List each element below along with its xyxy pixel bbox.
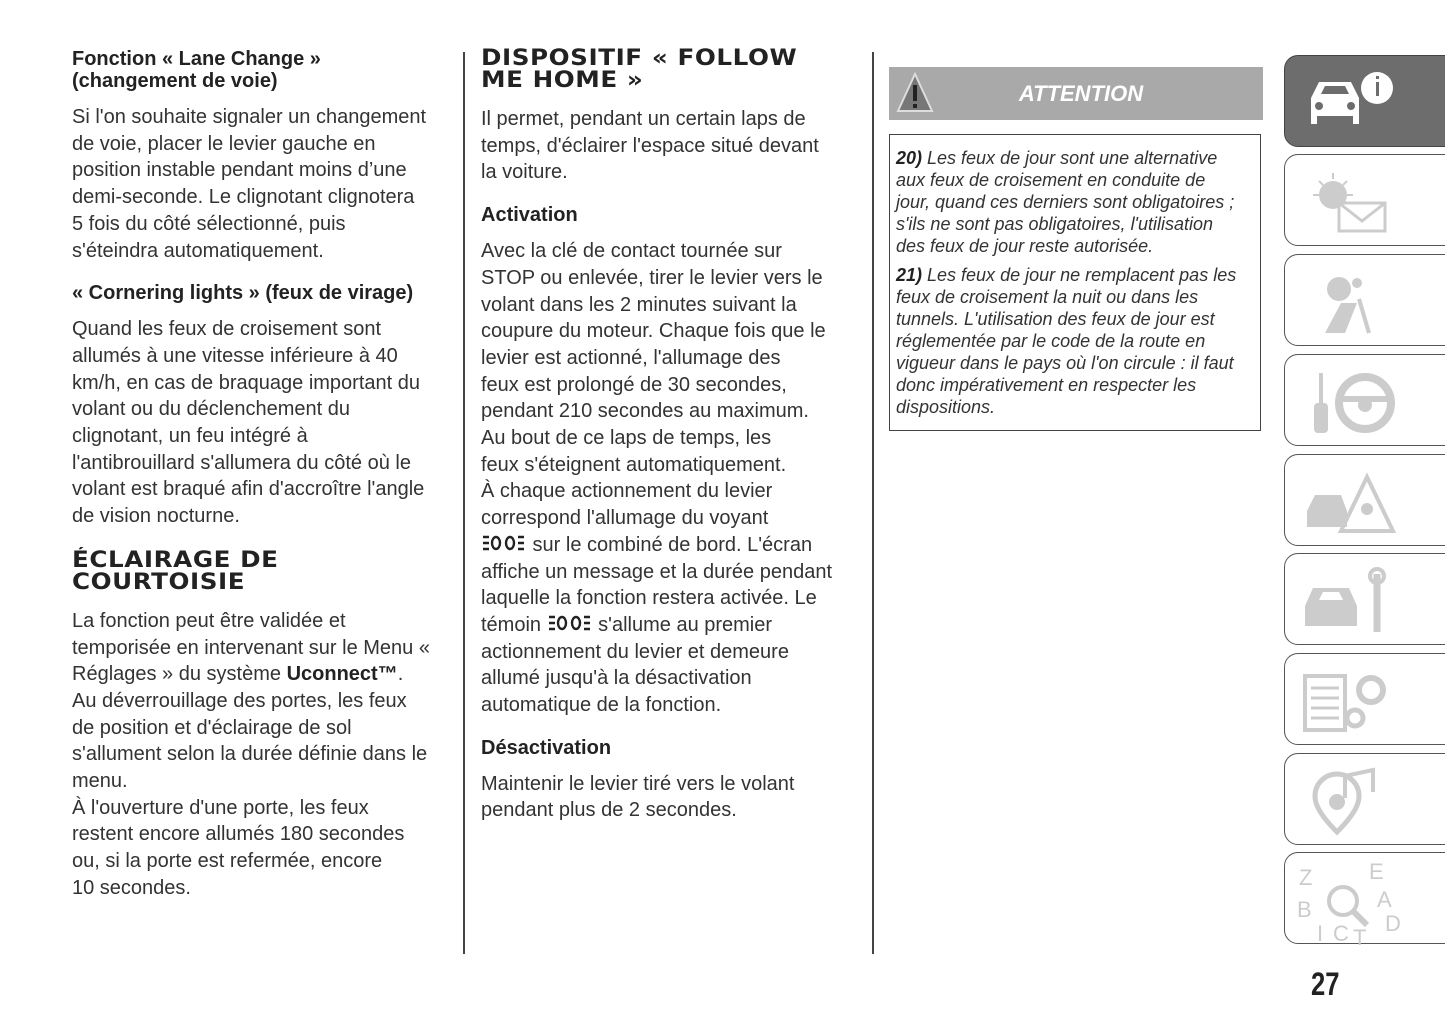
multimedia-icon	[1297, 762, 1397, 838]
heading-activation: Activation	[481, 204, 578, 227]
note-text: Les feux de jour sont une alternative aux feux de croisement en conduite de jour, quand ces derniers sont obligatoires ; s'ils ne sont pas obligatoires, l'utilisation des feux de jour reste autorisée.	[896, 148, 1235, 256]
text: La fonction peut être validée et temporisée en intervenant sur le Menu « Réglages » du système	[72, 609, 430, 686]
index-icon	[1297, 859, 1402, 950]
tab-multimedia[interactable]	[1284, 753, 1445, 845]
tab-car-info[interactable]	[1284, 55, 1445, 147]
text: Avec la clé de contact tournée sur STOP ou enlevée, tirer le levier vers le volant dans les 2 minutes suivant la coupure du moteur. Chaque fois que le levier est actionné, l'allumage des feux est prolongé de 30 secondes, pendant 210 secondes au maximum. Au bout de ce laps de temps, les feux s'éteignent automatiquement. À chaque actionnement du levier correspond l'allumage du voyant	[481, 240, 826, 530]
column-divider	[872, 52, 874, 954]
safety-airbag-icon	[1297, 263, 1397, 339]
tab-technical-data[interactable]	[1284, 653, 1445, 745]
heading-lane-change: Fonction « Lane Change » (changement de voie)	[72, 48, 321, 92]
note-21	[896, 264, 1252, 418]
tab-safety[interactable]	[1284, 254, 1445, 346]
tab-emergency[interactable]	[1284, 454, 1445, 546]
text: sur le combiné de bord. L'écran affiche un message et la durée pendant laquelle la fonction restera activée. Le témoin	[481, 533, 832, 636]
note-number: 20)	[896, 148, 923, 168]
heading-courtesy-lighting: ÉCLAIRAGE DE COURTOISIE	[72, 547, 279, 595]
heading-follow-me-home: DISPOSITIF « FOLLOW ME HOME »	[481, 46, 798, 93]
tab-lights-messages[interactable]	[1284, 154, 1445, 246]
left-column	[72, 48, 452, 915]
tab-starting-driving[interactable]	[1284, 354, 1445, 446]
attention-header	[889, 67, 1263, 120]
lights-message-icon	[1297, 163, 1397, 239]
brand-uconnect: Uconnect™	[286, 663, 398, 686]
paragraph-lane-change: Si l'on souhaite signaler un changement de voie, placer le levier gauche en position instable pendant moins d’une demi-seconde. Le clignotant clignotera 5 fois du côté sélectionné, puis s'éteindra automatiquement.	[72, 106, 427, 262]
attention-notes	[889, 134, 1261, 431]
heading-deactivation: Désactivation	[481, 736, 612, 759]
note-number: 21)	[896, 265, 923, 285]
car-info-icon	[1297, 64, 1397, 140]
middle-column	[481, 48, 856, 837]
note-20	[896, 147, 1252, 257]
key-steering-icon	[1297, 363, 1397, 439]
paragraph-cornering: Quand les feux de croisement sont allumés à une vitesse inférieure à 40 km/h, en cas de braquage important du volant ou du déclenchement du clignotant, un feu intégré à l'antibrouillard s'allumera du côté où le volant est braqué afin d'accroître l'angle de vision nocturne.	[72, 318, 425, 528]
daytime-light-indicator-icon	[481, 532, 527, 554]
attention-title: ATTENTION	[1018, 81, 1144, 106]
emergency-icon	[1297, 463, 1397, 539]
page-number: 27	[1311, 966, 1340, 1002]
paragraph-activation	[481, 238, 856, 719]
daytime-light-indicator-icon	[547, 612, 593, 634]
text: . Au déverrouillage des portes, les feux de position et d'éclairage de sol s'allument selon la durée définie dans le menu. À l'ouverture d'une porte, les feux restent encore allumés 180 secondes ou, si la porte est refermée, encore 10 secondes.	[72, 663, 428, 899]
column-divider	[463, 52, 465, 954]
maintenance-icon	[1297, 562, 1397, 638]
text: s'allume au premier actionnement du levier et demeure allumé jusqu'à la désactivation automatique de la fonction.	[481, 613, 789, 717]
technical-data-icon	[1297, 662, 1397, 738]
heading-cornering-lights: « Cornering lights » (feux de virage)	[72, 282, 414, 305]
tab-maintenance[interactable]	[1284, 553, 1445, 645]
note-text: Les feux de jour ne remplacent pas les feux de croisement la nuit ou dans les tunnels. L'utilisation des feux de jour est réglementée par le code de la route en vigueur dans le pays où l'on circule : il faut donc impérativement en respecter les dispositions.	[896, 265, 1237, 417]
paragraph-courtesy	[72, 608, 452, 902]
tab-index[interactable]	[1284, 852, 1445, 950]
paragraph-follow: Il permet, pendant un certain laps de temps, d'éclairer l'espace situé devant la voiture.	[481, 108, 819, 184]
paragraph-deactivation: Maintenir le levier tiré vers le volant pendant plus de 2 secondes.	[481, 772, 795, 822]
index-letters: Z E B A D C T I	[1297, 859, 1402, 950]
